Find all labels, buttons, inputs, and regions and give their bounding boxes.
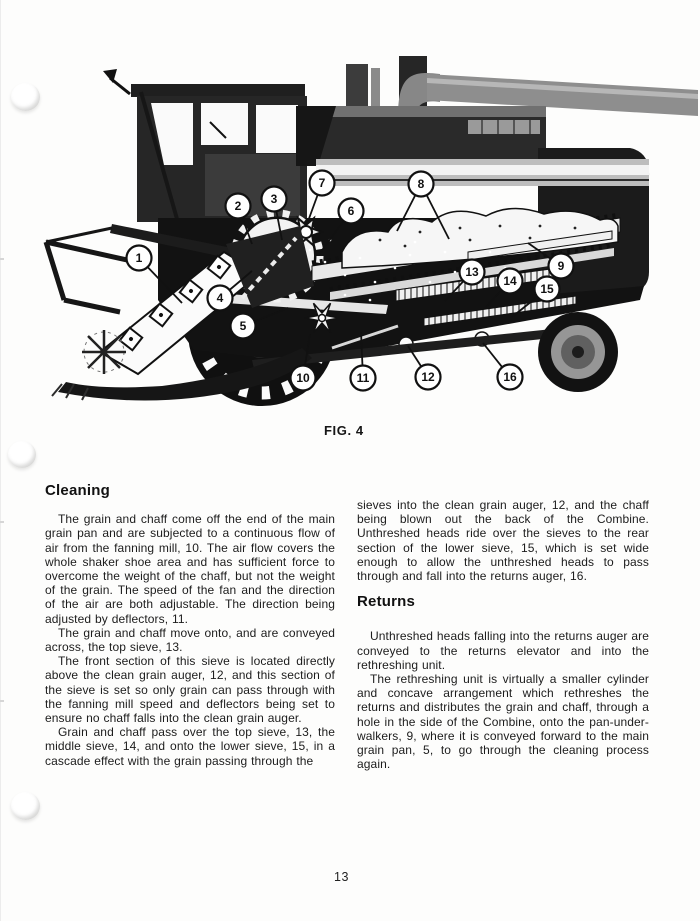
svg-text:14: 14 [503, 274, 517, 289]
callout-15 [535, 277, 560, 302]
paragraph-continuation: sieves into the clean grain auger, 12, and the chaff being blown out the back of the Combine. Unthreshed heads ride over the sieves to the rear section of the lower sieve, 15, which is set wide enough to allow the unthreshed heads to pass through and fall into the returns auger, 16. [357, 498, 649, 584]
svg-text:8: 8 [417, 177, 425, 192]
page-number: 13 [334, 870, 349, 884]
paragraph: Grain and chaff pass over the top sieve, 13, the middle sieve, 14, and onto the lower sieve, 15, in a cascade effect with the grain passing through the [45, 725, 335, 768]
paragraph: The rethreshing unit is virtually a smaller cylinder and concave arrangement which rethreshes the returns and distributes the grain and chaff, through a hole in the side of the Combine, onto the pan-under-walkers, 9, where it is conveyed forward to the main grain pan, 5, to go through the cleaning process again. [357, 672, 649, 772]
svg-text:3: 3 [270, 192, 278, 207]
figure-caption: FIG. 4 [324, 423, 364, 438]
svg-text:9: 9 [557, 259, 565, 274]
callout-11 [351, 366, 376, 391]
callout-3 [262, 187, 287, 212]
callout-10 [291, 366, 316, 391]
callout-6 [339, 199, 364, 224]
cab-window [201, 103, 248, 145]
svg-text:15: 15 [540, 282, 554, 297]
callout-14 [498, 269, 523, 294]
callout-8 [409, 172, 434, 197]
svg-text:5: 5 [239, 319, 247, 334]
svg-text:11: 11 [356, 371, 370, 386]
binder-hole-bottom [11, 792, 40, 820]
callout-12 [416, 365, 441, 390]
page-edge-mark [0, 700, 4, 702]
combine-cutaway-figure [0, 0, 700, 430]
callout-13 [460, 260, 485, 285]
callout-16 [498, 365, 523, 390]
svg-text:16: 16 [503, 370, 517, 385]
svg-text:10: 10 [296, 371, 310, 386]
pickup-reel [82, 330, 126, 374]
left-text-column [45, 484, 335, 768]
callout-2 [226, 194, 251, 219]
svg-text:2: 2 [234, 199, 242, 214]
callout-5 [231, 314, 256, 339]
svg-text:12: 12 [421, 370, 435, 385]
cab-window [256, 105, 298, 153]
callout-7 [310, 171, 335, 196]
svg-text:13: 13 [465, 265, 479, 280]
paragraph: The grain and chaff move onto, and are conveyed across, the top sieve, 13. [45, 625, 335, 655]
callout-1 [127, 246, 152, 271]
svg-text:7: 7 [318, 176, 326, 191]
section-heading-cleaning: Cleaning [45, 482, 110, 499]
engine-housing [296, 106, 546, 166]
body-stripe-decal [316, 159, 649, 186]
callout-4 [208, 286, 233, 311]
svg-text:4: 4 [216, 291, 224, 306]
binder-hole-middle [8, 441, 36, 468]
callout-9 [549, 254, 574, 279]
paragraph: The front section of this sieve is located directly above the clean grain auger, 12, and this section of the sieve is set so only grain can pass through with the fanning mill speed and deflectors being set to ensure no chaff falls into the clean grain auger. [45, 654, 335, 726]
svg-text:1: 1 [135, 251, 143, 266]
paragraph: The grain and chaff come off the end of the main grain pan and are subjected to a continuous flow of air from the fanning mill, 10. The air flow covers the whole shaker shoe area and has sufficient force to overcome the weight of the chaff, but not the weight of the grain. The speed of the fan and the direction of the air are both adjustable. The direction being adjusted by deflectors, 11. [45, 512, 335, 626]
section-heading-returns: Returns [357, 593, 416, 611]
right-text-column [357, 498, 649, 771]
page-edge-mark [0, 521, 4, 523]
svg-text:6: 6 [347, 204, 355, 219]
paragraph: Unthreshed heads falling into the returns auger are conveyed to the returns elevator and into the rethreshing unit. [357, 629, 649, 672]
rear-steer-wheel [538, 312, 618, 392]
